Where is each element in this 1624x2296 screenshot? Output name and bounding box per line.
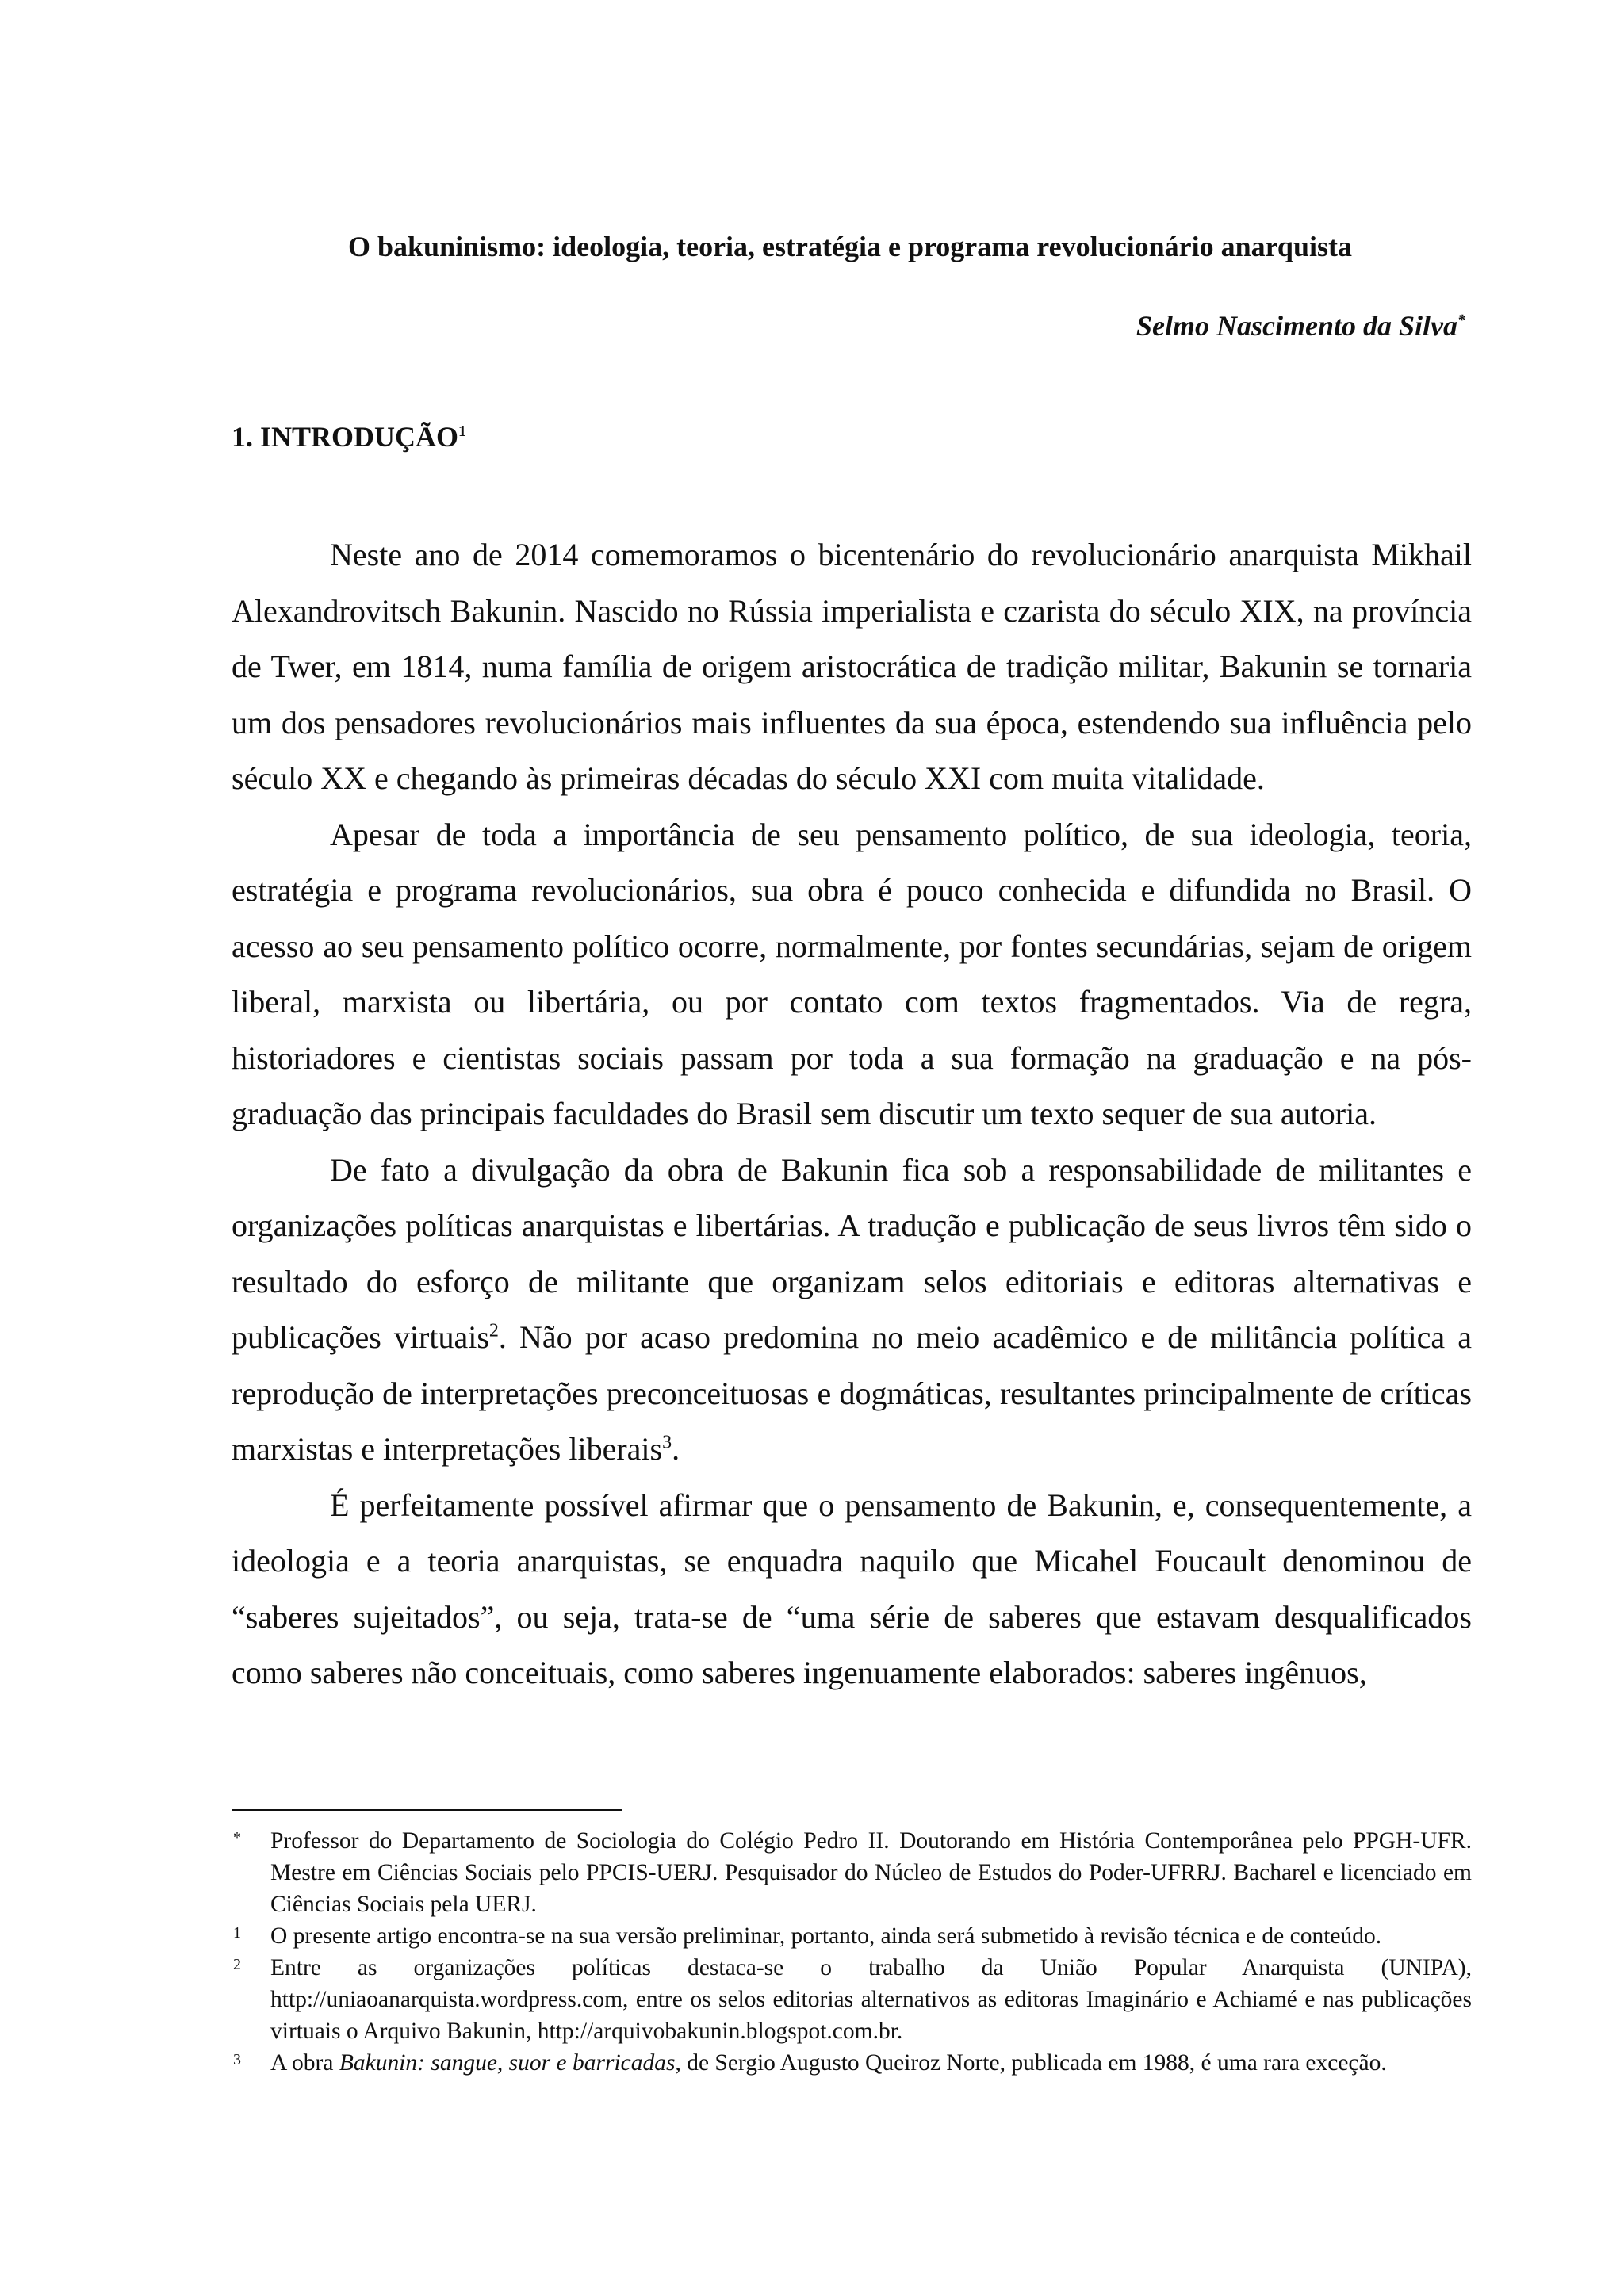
footnote-mark: 1 <box>233 1924 241 1942</box>
footnote-ref-2: 2 <box>488 1320 499 1341</box>
body-text <box>232 527 1472 1701</box>
paper-title: O bakuninismo: ideologia, teoria, estratégia e programa revolucionário anarquista <box>348 231 1352 262</box>
footnote-mark: 3 <box>233 2051 241 2068</box>
paragraph-2: Apesar de toda a importância de seu pensamento político, de sua ideologia, teoria, estratégia e programa revolucionários, sua obra é pouco conhecida e difundida no Brasil. O acesso ao seu pensamento político ocorre, normalmente, por fontes secundárias, sejam de origem liberal, marxista ou libertária, ou por contato com textos fragmentados. Via de regra, historiadores e cientistas sociais passam por toda a sua formação na graduação e na pós-graduação das principais faculdades do Brasil sem discutir um texto sequer de sua autoria. <box>232 816 1472 1131</box>
footnote-3 <box>232 2047 1472 2079</box>
footnote-mark: 2 <box>233 1956 241 1973</box>
footnote-text-after: , de Sergio Augusto Queiroz Norte, publicada em 1988, é uma rara exceção. <box>675 2050 1387 2076</box>
section-heading <box>232 420 466 453</box>
footnote-author <box>232 1825 1472 1920</box>
author-footnote-mark: * <box>1457 312 1465 329</box>
author-line <box>1136 309 1465 342</box>
author-name: Selmo Nascimento da Silva <box>1136 310 1457 342</box>
paragraph-3 <box>232 1142 1472 1478</box>
footnote-book-title: Bakunin: sangue, suor e barricadas <box>339 2050 676 2076</box>
paragraph-3-part-3: . <box>672 1431 680 1467</box>
footnote-mark: * <box>233 1829 241 1846</box>
footnote-ref-3: 3 <box>662 1432 672 1453</box>
footnote-separator <box>232 1809 622 1811</box>
footnote-text: Entre as organizações políticas destaca-se o trabalho da União Popular Anarquista (UNIPA), http://uniaoanarquista.wordpress.com, entre os selos editorias alternativos as editoras Imaginário e Achiamé e nas publicações virtuais o Arquivo Bakunin, http://arquivobakunin.blogspot.com.br. <box>270 1955 1472 2044</box>
footnote-text: Professor do Departamento de Sociologia do Colégio Pedro II. Doutorando em História Contemporânea pelo PPGH-UFR. Mestre em Ciências Sociais pelo PPCIS-UERJ. Pesquisador do Núcleo de Estudos do Poder-UFRRJ. Bacharel e licenciado em Ciências Sociais pela UERJ. <box>270 1828 1472 1917</box>
footnote-text-before: A obra <box>270 2050 339 2076</box>
footnote-2 <box>232 1952 1472 2047</box>
section-heading-label: 1. INTRODUÇÃO <box>232 421 459 453</box>
footnote-1 <box>232 1920 1472 1952</box>
paragraph-3-part-2: . Não por acaso predomina no meio acadêmico e de militância política a reprodução de interpretações preconceituosas e dogmáticas, resultantes principalmente de críticas marxistas e interpretações liberais <box>232 1319 1472 1467</box>
footnotes <box>232 1825 1472 2079</box>
paragraph-4: É perfeitamente possível afirmar que o pensamento de Bakunin, e, consequentemente, a ideologia e a teoria anarquistas, se enquadra naquilo que Micahel Foucault denominou de “saberes sujeitados”, ou seja, trata-se de “uma série de saberes que estavam desqualificados como saberes não conceituais, como saberes ingenuamente elaborados: saberes ingênuos, <box>232 1487 1472 1690</box>
footnote-text: O presente artigo encontra-se na sua versão preliminar, portanto, ainda será submetido à revisão técnica e de conteúdo. <box>270 1923 1382 1949</box>
paragraph-3-part-1: De fato a divulgação da obra de Bakunin fica sob a responsabilidade de militantes e organizações políticas anarquistas e libertárias. A tradução e publicação de seus livros têm sido o resultado do esforço de militante que organizam selos editoriais e editoras alternativas e publicações virtuais <box>232 1151 1472 1355</box>
section-footnote-mark: 1 <box>458 423 467 440</box>
paragraph-1: Neste ano de 2014 comemoramos o bicentenário do revolucionário anarquista Mikhail Alexandrovitsch Bakunin. Nascido no Rússia imperialista e czarista do século XIX, na província de Twer, em 1814, numa família de origem aristocrática de tradição militar, Bakunin se tornaria um dos pensadores revolucionários mais influentes da sua época, estendendo sua influência pelo século XX e chegando às primeiras décadas do século XXI com muita vitalidade. <box>232 537 1472 796</box>
